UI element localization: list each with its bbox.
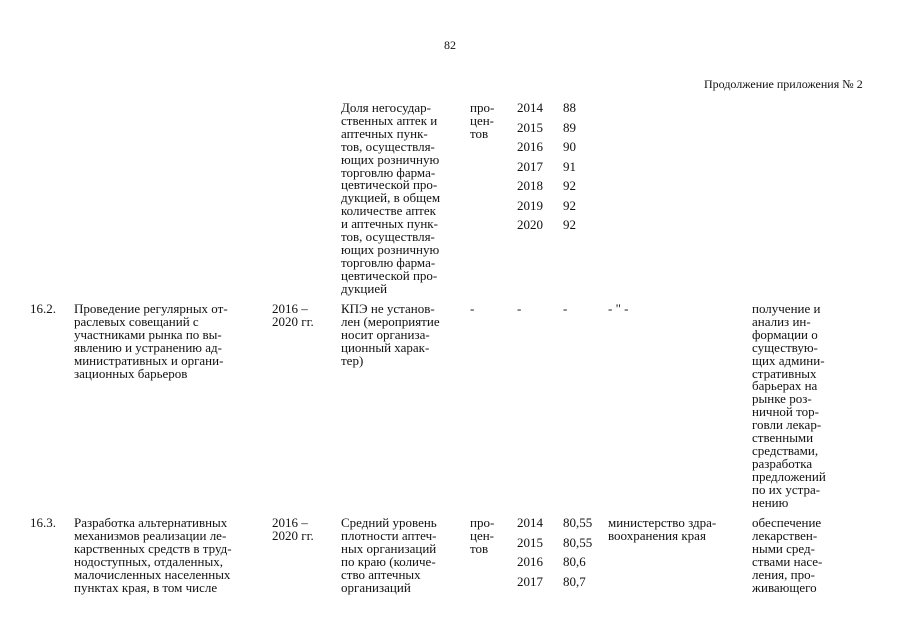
indicator-line: количестве аптек (341, 203, 436, 219)
year-cell: 2019 (517, 197, 543, 213)
result-line: разработка (752, 455, 813, 471)
result-line: получение и (752, 301, 821, 316)
measure-line: явлению и устранению ад- (74, 339, 222, 355)
measure-line: нодоступных, отдаленных, (74, 553, 223, 569)
row-number: 16.2. (30, 301, 56, 316)
indicator-line: Средний уровень (341, 515, 437, 530)
responsible-line: министерство здра- (608, 515, 717, 530)
indicator-line: ственных аптек и (341, 112, 438, 128)
result-line: обеспечение (752, 515, 822, 530)
value-cell: 92 (563, 217, 576, 232)
responsible-line: воохранения края (608, 527, 706, 543)
measure-line: карственных средств в труд- (74, 540, 232, 556)
indicator-line: тов, осуществля- (341, 229, 435, 244)
unit-line: тов (470, 540, 489, 556)
indicator-line: плотности аптеч- (341, 527, 437, 543)
result-line: ствами насе- (752, 553, 823, 569)
responsible-line: - " - (608, 301, 629, 316)
year-cell: 2015 (517, 534, 543, 550)
year-cell: 2017 (517, 573, 543, 589)
page-number: 82 (444, 38, 456, 52)
result-line: стративных (752, 365, 817, 381)
measure-line: пунктах края, в том числе (74, 579, 218, 595)
result-line: ничной тор- (752, 404, 819, 420)
result-line: предложений (752, 468, 826, 484)
unit-line: цен- (470, 112, 495, 128)
indicator-line: тов, осуществля- (341, 138, 435, 154)
period-line: 2016 – (272, 301, 308, 316)
value-cell: 80,6 (563, 554, 586, 569)
value-cell: 80,55 (563, 515, 593, 530)
year-cell: 2014 (517, 100, 543, 115)
result-line: ными сред- (752, 540, 815, 556)
result-line: говли лекар- (752, 417, 822, 433)
result-line: существую- (752, 339, 818, 355)
measure-line: механизмов реализации ле- (74, 527, 227, 543)
indicator-line: носит организа- (341, 326, 430, 342)
unit-line: цен- (470, 527, 495, 543)
indicator-line: цевтической про- (341, 267, 438, 283)
year-cell: 2017 (517, 158, 543, 174)
value-cell: 90 (563, 139, 576, 154)
row-number: 16.3. (30, 515, 56, 530)
result-line: формации о (752, 326, 818, 342)
indicator-line: ных организаций (341, 540, 437, 556)
year-cell: 2015 (517, 119, 543, 135)
year-cell: 2016 (517, 139, 543, 154)
period-line: 2020 гг. (272, 527, 314, 543)
result-line: по их устра- (752, 481, 821, 497)
measure-line: малочисленных населенных (74, 566, 231, 582)
value-cell: - (563, 301, 568, 316)
indicator-line: КПЭ не установ- (341, 301, 435, 316)
indicator-line: торговлю фарма- (341, 254, 436, 270)
indicator-line: торговлю фарма- (341, 164, 436, 180)
indicator-line: ющих розничную (341, 151, 440, 167)
measure-line: зационных барьеров (74, 365, 188, 381)
unit-line: тов (470, 125, 489, 141)
indicator-line: Доля негосудар- (341, 100, 431, 115)
measure-line: министративных и органи- (74, 352, 224, 368)
result-line: ления, про- (752, 566, 815, 582)
indicator-line: ющих розничную (341, 241, 440, 257)
year-cell: 2014 (517, 515, 543, 530)
value-cell: 88 (563, 100, 576, 115)
result-line: ственными (752, 430, 814, 445)
year-cell: - (517, 301, 522, 316)
continuation-note: Продолжение приложения № 2 (704, 77, 863, 91)
unit-line: про- (470, 515, 495, 530)
indicator-line: цевтической про- (341, 177, 438, 193)
measure-line: Проведение регулярных от- (74, 301, 228, 316)
value-cell: 92 (563, 197, 576, 213)
year-cell: 2020 (517, 217, 543, 232)
indicator-line: организаций (341, 579, 411, 595)
indicator-line: по краю (количе- (341, 553, 436, 569)
value-cell: 80,7 (563, 573, 586, 589)
indicator-line: дукцией (341, 280, 388, 296)
indicator-line: аптечных пунк- (341, 125, 428, 141)
period-line: 2020 гг. (272, 313, 314, 329)
indicator-line: и аптечных пунк- (341, 216, 438, 232)
year-cell: 2018 (517, 178, 543, 193)
indicator-line: лен (мероприятие (341, 313, 440, 329)
result-line: живающего (752, 579, 817, 595)
period-line: 2016 – (272, 515, 308, 530)
measure-line: раслевых совещаний с (74, 313, 199, 329)
result-line: рынке роз- (752, 391, 812, 407)
indicator-line: ционный харак- (341, 339, 430, 355)
year-cell: 2016 (517, 554, 543, 569)
value-cell: 80,55 (563, 534, 593, 550)
result-line: средствами, (752, 442, 819, 458)
value-cell: 89 (563, 119, 576, 135)
value-cell: 91 (563, 158, 576, 174)
measure-line: Разработка альтернативных (74, 515, 228, 530)
result-line: лекарствен- (752, 527, 818, 543)
result-line: барьерах на (752, 378, 818, 394)
indicator-line: тер) (341, 352, 364, 368)
indicator-line: дукцией, в общем (341, 190, 441, 206)
result-line: щих админи- (752, 352, 825, 368)
result-line: анализ ин- (752, 313, 811, 329)
value-cell: 92 (563, 178, 576, 193)
result-line: нению (752, 494, 789, 510)
unit-line: - (470, 301, 475, 316)
unit-line: про- (470, 100, 495, 115)
measure-line: участниками рынка по вы- (74, 326, 222, 342)
indicator-line: ство аптечных (341, 566, 421, 582)
